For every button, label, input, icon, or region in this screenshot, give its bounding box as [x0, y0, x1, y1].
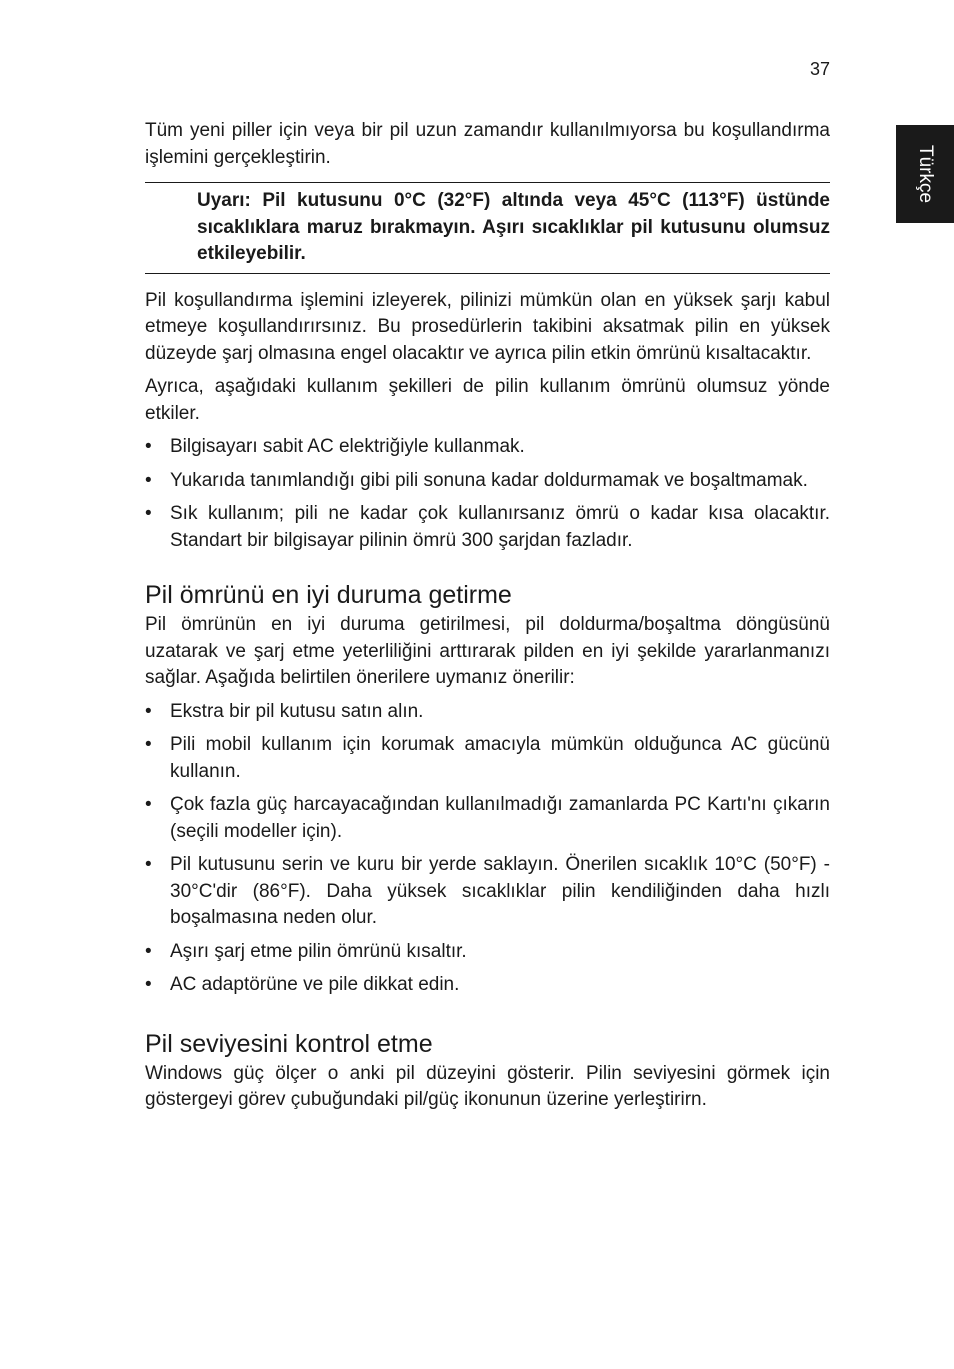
optimize-paragraph: Pil ömrünün en iyi duruma getirilmesi, pil doldurma/boşaltma döngüsünü uzatarak ve şarj etme yeterliliğini arttırarak pilden en iyi şekilde yararlanmanızı sağlar. Aşağıda belirtilen önerilere uymanız önerilir: [145, 614, 830, 688]
check-level-paragraph: Windows güç ölçer o anki pil düzeyini gösterir. Pilin seviyesini görmek için göstergeyi görev çubuğundaki pil/güç ikonunun üzerine yerleştirirn. [145, 1062, 830, 1110]
page-number: 37 [809, 59, 830, 79]
warning-box [145, 182, 830, 274]
list-item: • Yukarıda tanımlandığı gibi pili sonuna kadar doldurmamak ve boşaltmamak. [145, 468, 830, 495]
usage-paragraph: Ayrıca, aşağıdaki kullanım şekilleri de pilin kullanım ömrünü olumsuz yönde etkiler. [145, 376, 830, 424]
section-heading-optimize: Pil ömrünü en iyi duruma getirme [145, 581, 512, 609]
conditioning-paragraph: Pil koşullandırma işlemini izleyerek, pilinizi mümkün olan en yüksek şarjı kabul etmeye koşullandırırsınız. Bu prosedürlerin takibini aksatmak pilin en yüksek düzeyde şarj olmasına engel olacaktır ve ayrıca pilin etkin ömrünü kısaltacaktır. [145, 289, 830, 364]
list-item: • Aşırı şarj etme pilin ömrünü kısaltır. [145, 939, 830, 966]
list-item: • AC adaptörüne ve pile dikkat edin. [145, 972, 830, 999]
usage-list [145, 434, 830, 554]
list-item: • Ekstra bir pil kutusu satın alın. [145, 699, 830, 726]
list-item: • Çok fazla güç harcayacağından kullanılmadığı zamanlarda PC Kartı'nı çıkarın (seçili modeller için). [145, 792, 830, 845]
intro-paragraph: Tüm yeni piller için veya bir pil uzun zamandır kullanılmıyorsa bu koşullandırma işlemini gerçekleştirin. [145, 120, 830, 168]
language-tab-label: Türkçe [915, 144, 936, 204]
list-item: • Pil kutusunu serin ve kuru bir yerde saklayın. Önerilen sıcaklık 10°C (50°F) - 30°C'dir (86°F). Daha yüksek sıcaklıklar pilin kendiliğinden daha hızlı boşalmasına neden olur. [145, 852, 830, 932]
section-heading-check-level: Pil seviyesini kontrol etme [145, 1029, 433, 1058]
language-tab [896, 125, 954, 223]
list-item: • Bilgisayarı sabit AC elektriğiyle kullanmak. [145, 434, 830, 461]
optimize-list [145, 699, 830, 999]
list-item: • Pili mobil kullanım için korumak amacıyla mümkün olduğunca AC gücünü kullanın. [145, 732, 830, 785]
page-content [145, 118, 830, 1121]
warning-text: Uyarı: Pil kutusunu 0°C (32°F) altında veya 45°C (113°F) üstünde sıcaklıklara maruz bırakmayın. Aşırı sıcaklıklar pil kutusunu olumsuz etkileyebilir. [197, 190, 830, 264]
list-item: • Sık kullanım; pili ne kadar çok kullanırsanız ömrü o kadar kısa olacaktır. Standart bir bilgisayar pilinin ömrü 300 şarjdan fazladır. [145, 501, 830, 554]
